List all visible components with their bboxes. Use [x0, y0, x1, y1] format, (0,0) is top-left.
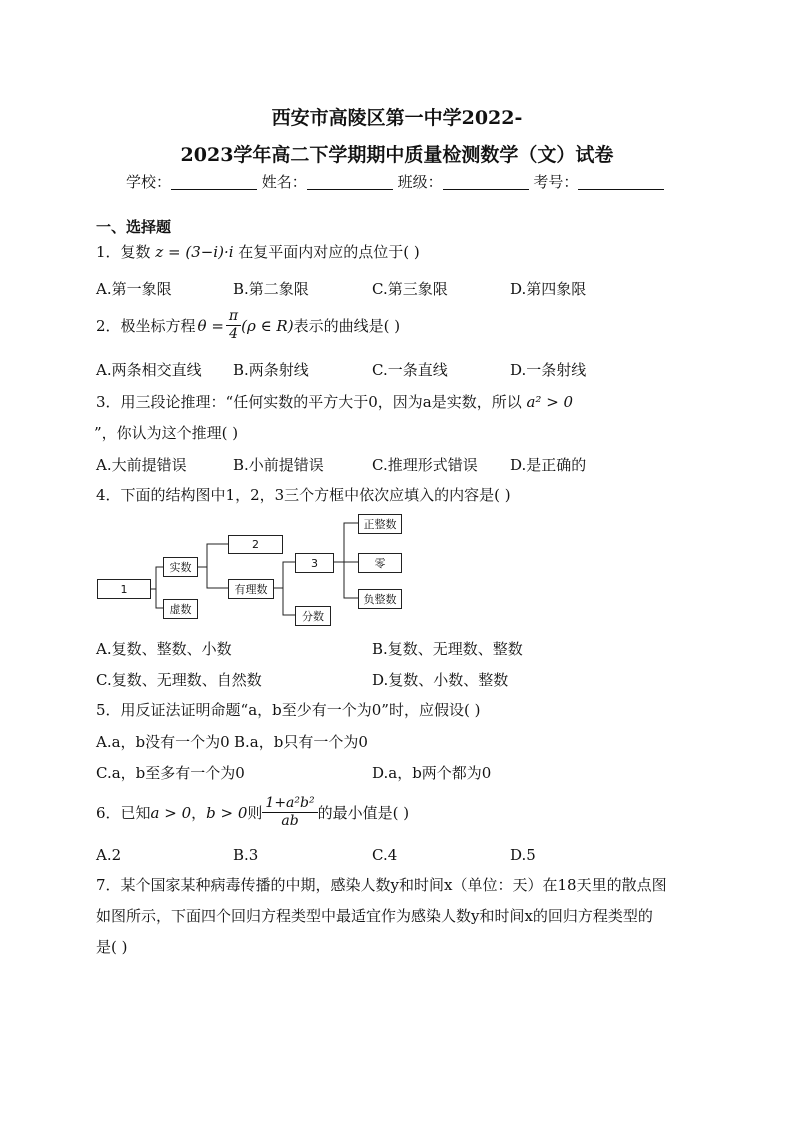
exam-number-label: 考号：	[533, 173, 579, 191]
diagram-box-rational: 有理数	[228, 579, 274, 599]
q6-text-a: 6．已知	[96, 803, 151, 822]
q4-option-b[interactable]: B.复数、无理数、整数	[372, 640, 523, 658]
q1-option-d[interactable]: D.第四象限	[510, 280, 587, 298]
q6-separator: ，	[191, 803, 207, 822]
q1-text-a: 1．复数	[96, 243, 151, 261]
q3-option-b[interactable]: B.小前提错误	[233, 456, 324, 474]
q2-option-b[interactable]: B.两条射线	[233, 361, 309, 379]
q2-frac-num: π	[226, 308, 241, 326]
q3-option-c[interactable]: C.推理形式错误	[372, 456, 478, 474]
q2-math-b: (ρ ∈ R)	[241, 316, 294, 335]
q6-text-c: 的最小值是( )	[317, 803, 410, 822]
question-7-stem-line1: 7．某个国家某种病毒传播的中期，感染人数y和时间x（单位：天）在18天里的散点图	[96, 876, 667, 894]
q3-text-a: 3．用三段论推理：“任何实数的平方大于0，因为a是实数，所以	[96, 393, 522, 411]
q2-text-b: 表示的曲线是( )	[293, 316, 401, 335]
question-4-stem: 4．下面的结构图中1，2，3三个方框中依次应填入的内容是( )	[96, 486, 511, 504]
q3-option-d[interactable]: D.是正确的	[510, 456, 587, 474]
name-label: 姓名：	[261, 173, 307, 191]
q2-frac-den: 4	[229, 326, 238, 342]
q1-option-c[interactable]: C.第三象限	[372, 280, 448, 298]
q1-text-b: 在复平面内对应的点位于( )	[238, 243, 420, 261]
exam-title-line1: 西安市高陵区第一中学2022-	[271, 107, 523, 129]
diagram-box-positive-integer: 正整数	[358, 514, 402, 534]
q2-option-c[interactable]: C.一条直线	[372, 361, 448, 379]
q6-fraction	[262, 795, 317, 830]
q1-option-b[interactable]: B.第二象限	[233, 280, 309, 298]
question-6-stem	[96, 795, 409, 830]
q2-option-a[interactable]: A.两条相交直线	[96, 361, 202, 379]
diagram-box-negative-integer: 负整数	[358, 589, 402, 609]
q4-option-a[interactable]: A.复数、整数、小数	[96, 640, 232, 658]
q1-math: z = (3−i)·i	[155, 243, 234, 261]
q3-option-a[interactable]: A.大前提错误	[96, 456, 187, 474]
diagram-box-imaginary: 虚数	[163, 599, 198, 619]
q5-option-a[interactable]: A.a，b没有一个为0	[96, 733, 230, 751]
diagram-box-zero: 零	[358, 553, 402, 573]
diagram-box-fraction: 分数	[295, 606, 331, 626]
q6-frac-num: 1+a²b²	[262, 795, 317, 813]
question-7-stem-line2: 如图所示，下面四个回归方程类型中最适宜作为感染人数y和时间x的回归方程类型的	[96, 907, 653, 925]
q3-text-cont: ”，你认为这个推理( )	[94, 424, 239, 442]
diagram-box-2: 2	[228, 535, 283, 554]
q5-option-d[interactable]: D.a，b两个都为0	[372, 764, 492, 782]
q2-math-a: θ =	[197, 316, 224, 335]
q4-option-d[interactable]: D.复数、小数、整数	[372, 671, 509, 689]
diagram-box-3: 3	[295, 553, 334, 573]
q6-option-c[interactable]: C.4	[372, 846, 398, 864]
q1-option-a[interactable]: A.第一象限	[96, 280, 172, 298]
exam-title-line2: 2023学年高二下学期期中质量检测数学（文）试卷	[180, 144, 614, 166]
diagram-box-real: 实数	[163, 557, 198, 577]
q5-option-b[interactable]: B.a，b只有一个为0	[234, 733, 368, 751]
q6-math-b: b > 0	[206, 803, 248, 822]
q6-text-b: 则	[247, 803, 263, 822]
question-5-stem: 5．用反证法证明命题“a，b至少有一个为0”时，应假设( )	[96, 701, 481, 719]
q6-math-a: a > 0	[150, 803, 192, 822]
q2-option-d[interactable]: D.一条射线	[510, 361, 587, 379]
q3-math: a² > 0	[526, 393, 574, 411]
q2-text-a: 2．极坐标方程	[96, 316, 196, 335]
q5-option-c[interactable]: C.a，b至多有一个为0	[96, 764, 245, 782]
school-label: 学校：	[126, 173, 172, 191]
section-heading: 一、选择题	[96, 218, 172, 236]
diagram-box-1: 1	[97, 579, 151, 599]
q6-frac-den: ab	[281, 813, 299, 829]
q4-option-c[interactable]: C.复数、无理数、自然数	[96, 671, 262, 689]
question-7-stem-line3: 是( )	[96, 938, 128, 956]
q6-option-d[interactable]: D.5	[510, 846, 536, 864]
q6-option-b[interactable]: B.3	[233, 846, 259, 864]
class-label: 班级：	[397, 173, 443, 191]
q6-option-a[interactable]: A.2	[96, 846, 122, 864]
